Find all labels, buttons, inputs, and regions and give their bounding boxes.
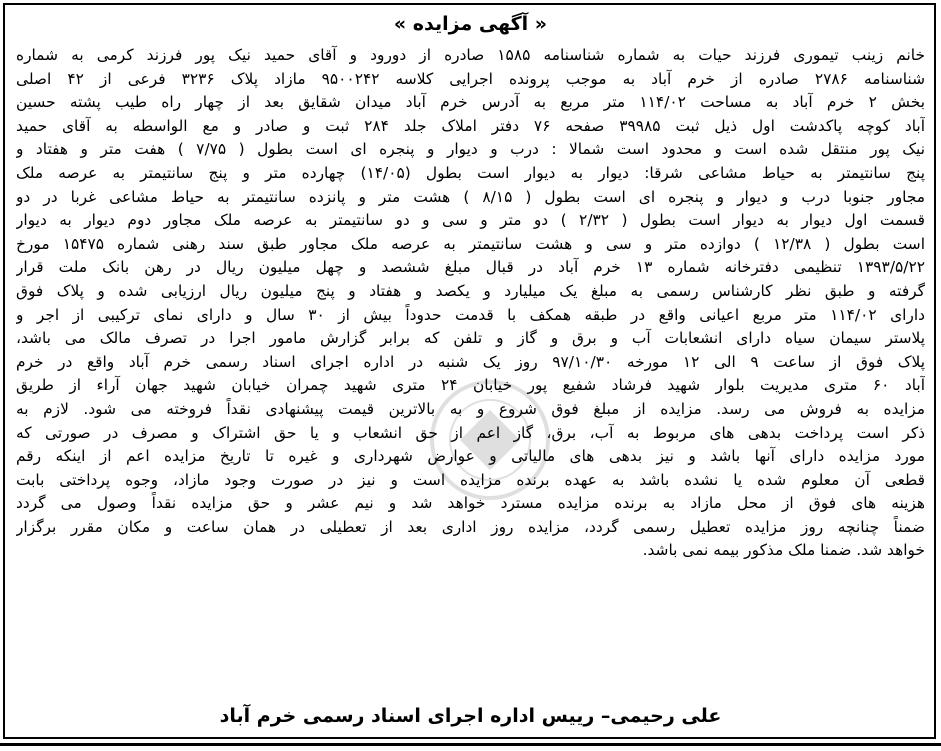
notice-title: « آگهی مزایده »: [393, 13, 548, 35]
notice-line: مجاور جنوبا درب و دیوار و پنجره ای است بطول ( ۸/۱۵ ) هشت متر و پانزده سانتیمتر به حیاط مشاعی غربا در دو: [16, 187, 925, 206]
notice-line-last: خواهد شد. ضمنا ملک مذکور بیمه نمی باشد.: [642, 541, 925, 560]
notice-line: ۱۳۹۳/۵/۲۲ تنظیمی دفترخانه شماره ۱۳ خرم آباد در قبال مبلغ ششصد و چهل میلیون ریال در رهن بانک ملت قرار: [16, 258, 925, 277]
notice-line: آباد کوچه پاکدشت اول ذیل ثبت ۳۹۹۸۵ صفحه ۷۶ دفتر املاک جلد ۲۸۴ ثبت و صادر و مع الواسطه به آقای حمید: [16, 116, 925, 135]
notice-line: نیک پور منتقل شده است و محدود است شمالا : درب و دیوار و پنجره ای است بطول ( ۷/۷۵ ) هفت متر و هفتاد و: [16, 140, 925, 159]
notice-line: ذکر است پرداخت بدهی های مربوط به آب، برق، گاز اعم از حق انشعاب و یا حق اشتراک و مصرف در صورتی که: [16, 423, 925, 442]
notice-line: پلاستر سیمان سیاه دارای انشعابات آب و برق و گاز و تلفن که برابر گزارش مامور اجرا در تصرف مالک می باشد،: [16, 329, 925, 348]
notice-line: پلاک فوق از ساعت ۹ الی ۱۲ مورخه ۹۷/۱۰/۳۰ روز یک شنبه در اداره اجرای اسناد رسمی خرم آباد واقع در خرم: [16, 352, 925, 371]
notice-signature: علی رحیمی– رییس اداره اجرای اسناد رسمی خرم آباد: [219, 705, 722, 727]
notice-line: ضمناً چنانچه روز مزایده تعطیل رسمی گردد، مزایده روز اداری بعد از تعطیلی در همان ساعت و مکان مقرر برگزار: [16, 517, 925, 536]
notice-line: آباد ۶۰ متری مدیریت بلوار شهید فرشاد شفیع پور خیابان ۲۴ متری شهید چمران خیابان شهید جهان آراء از طریق: [16, 376, 925, 395]
notice-line: قطعی آن معلوم شده یا نشده باشد به عهده برنده مزایده است و نیز در صورت وجود مازاد، وجوه پرداختی بابت: [16, 470, 925, 489]
notice-line: است بطول ( ۱۲/۳۸ ) دوازده متر و سی و هشت سانتیمتر به عرصه ملک مجاور طبق سند رهنی شماره ۱۵۴۷۵ مورخ: [16, 234, 925, 253]
notice-line: گرفته و طبق نظر کارشناس رسمی به مبلغ یک میلیارد و یکصد و هفتاد و پنج میلیون ریال ارزیابی شده و پلاک فوق: [16, 281, 925, 300]
notice-line: شناسنامه ۲۷۸۶ صادره از خرم آباد به موجب پرونده اجرایی کلاسه ۹۵۰۰۲۴۲ مازاد پلاک ۳۲۳۶ فرعی از ۴۲ اصلی: [16, 69, 925, 88]
notice-line: دارای ۱۱۴/۰۲ متر مربع اعیانی واقع در طبقه همکف با قدمت حدوداً بیش از ۳۰ سال و دارای نمای ترکیبی از اجر و: [16, 305, 925, 324]
notice-line: قسمت اول دیوار به دیوار است بطول ( ۲/۳۲ ) دو متر و سی و دو سانتیمتر به عرصه ملک مجاور دوم دیوار به دیوار: [16, 211, 925, 230]
notice-line: هزینه های فوق از محل مازاد به برنده مزایده مسترد خواهد شد و نیم عشر و حق مزایده نقداً وصول می گردد: [16, 494, 925, 513]
notice-line: مزایده به فروش می رسد. مزایده از مبلغ فوق شروع و به بالاترین قیمت پیشنهادی نقداً فروخته می شود. لازم به: [16, 399, 925, 418]
notice-line: مورد مزایده دارای آنها باشد و نیز بدهی های مالیاتی و عوارض شهرداری و غیره تا تاریخ مزایده اعم از اینکه رقم: [16, 447, 925, 466]
bottom-divider: [0, 743, 941, 746]
notice-line: خانم زینب تیموری فرزند حیات به شماره شناسنامه ۱۵۸۵ صادره از دورود و آقای حمید نیک پور فرزند کرمی به شماره: [16, 46, 925, 64]
notice-line: پنج سانتیمتر به حیاط مشاعی شرقا: دیوار به دیوار است بطول (۱۴/۰۵) چهارده متر و پنج سانتیمتر به عرصه ملک: [16, 163, 925, 182]
notice-body: [16, 44, 925, 563]
notice-line: بخش ۲ خرم آباد به مساحت ۱۱۴/۰۲ متر مربع به آدرس خرم آباد میدان شقایق بعد از چهار راه طیب پشته حسین: [16, 93, 925, 112]
